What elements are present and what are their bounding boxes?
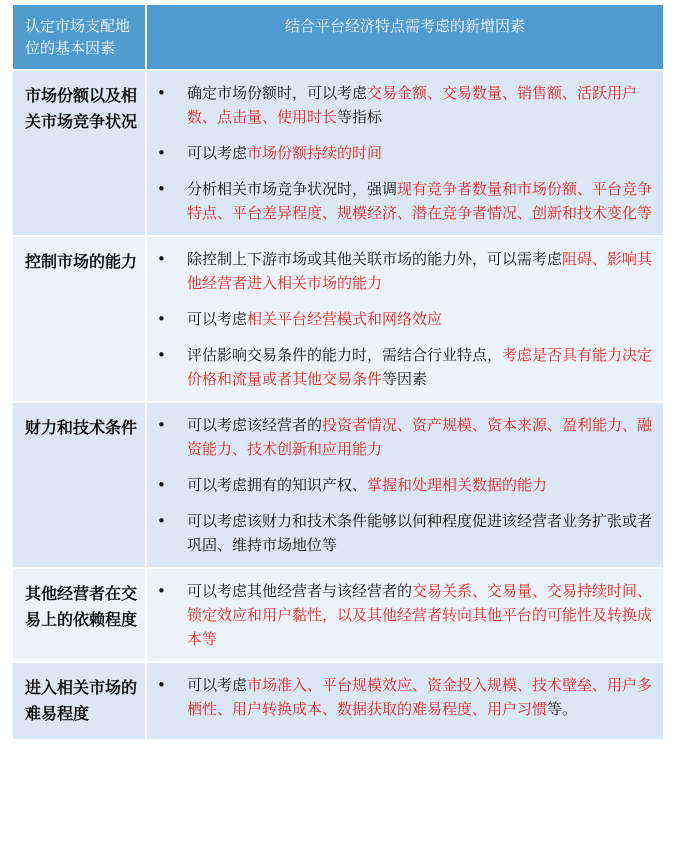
bullet-icon: • [157,144,166,162]
list-item [147,343,653,391]
table-row [12,402,664,568]
body-text: 等指标 [337,108,383,126]
body-text: 可以考虑该经营者的 [187,416,323,434]
list-item [147,81,653,129]
detail-list [147,673,653,721]
detail-list [147,413,653,557]
table-row [12,236,664,402]
bullet-icon: • [157,582,166,600]
header-row [12,4,664,70]
highlight-text: 相关平台经营模式和网络效应 [247,310,443,328]
row-detail-cell [146,402,664,568]
highlight-text: 掌握和处理相关数据的能力 [367,476,548,494]
row-detail-cell [146,662,664,740]
body-text: 可以考虑该财力和技术条件能够以何种程度促进该经营者业务扩张或者巩固、维持市场地位等 [187,512,653,554]
body-text: 评估影响交易条件的能力时，需结合行业特点， [187,346,503,364]
highlight-text: 市场准入、平台规模效应、资金投入规模、技术壁垒、用户多栖性、用户转换成本、数据获取的难易程度、用户习惯 [187,676,653,718]
table-row [12,662,664,740]
bullet-icon: • [157,512,166,530]
list-item [147,473,653,497]
body-text: 可以考虑其他经营者与该经营者的 [187,582,413,600]
body-text: 除控制上下游市场或其他关联市场的能力外，可以需考虑 [187,250,563,268]
highlight-text: 阻碍、影响其他经营者进入相关市场的能力 [187,250,653,292]
bullet-icon: • [157,416,166,434]
row-factor-label: 财力和技术条件 [12,402,146,568]
bullet-icon: • [157,310,166,328]
list-item [147,141,653,165]
body-text: 确定市场份额时，可以考虑 [187,84,368,102]
bullet-icon: • [157,346,166,364]
row-detail-cell [146,568,664,662]
factors-table [11,3,665,741]
list-item [147,247,653,295]
highlight-text: 考虑是否具有能力决定价格和流量或者其他交易条件 [187,346,653,388]
header-detail: 结合平台经济特点需考虑的新增因素 [146,4,664,70]
row-detail-cell [146,236,664,402]
list-item [147,579,653,651]
highlight-text: 交易关系、交易量、交易持续时间、锁定效应和用户黏性，以及其他经营者转向其他平台的可能性及转换成本等 [187,582,653,648]
row-factor-label: 市场份额以及相关市场竞争状况 [12,70,146,236]
bullet-icon: • [157,180,166,198]
body-text: 可以考虑拥有的知识产权、 [187,476,368,494]
bullet-icon: • [157,250,166,268]
bullet-icon: • [157,476,166,494]
body-text: 可以考虑 [187,676,248,694]
highlight-text: 现有竞争者数量和市场份额、平台竞争特点、平台差异程度、规模经济、潜在竞争者情况、创新和技术变化等 [187,180,653,222]
highlight-text: 交易金额、交易数量、销售额、活跃用户数、点击量、使用时长 [187,84,638,126]
row-factor-label: 进入相关市场的难易程度 [12,662,146,740]
list-item [147,307,653,331]
list-item [147,673,653,721]
header-factor: 认定市场支配地位的基本因素 [12,4,146,70]
body-text: 可以考虑 [187,310,248,328]
detail-list [147,81,653,225]
highlight-text: 投资者情况、资产规模、资本来源、盈利能力、融资能力、技术创新和应用能力 [187,416,653,458]
bullet-icon: • [157,84,166,102]
row-detail-cell [146,70,664,236]
body-text: 可以考虑 [187,144,248,162]
table-row [12,568,664,662]
list-item [147,177,653,225]
highlight-text: 市场份额持续的时间 [247,144,383,162]
detail-list [147,247,653,391]
bullet-icon: • [157,676,166,694]
detail-list [147,579,653,651]
row-factor-label: 控制市场的能力 [12,236,146,402]
table-body [12,70,664,740]
row-factor-label: 其他经营者在交易上的依赖程度 [12,568,146,662]
body-text: 等因素 [382,370,428,388]
body-text: 等。 [547,700,578,718]
table-row [12,70,664,236]
list-item [147,509,653,557]
body-text: 分析相关市场竞争状况时，强调 [187,180,398,198]
list-item [147,413,653,461]
